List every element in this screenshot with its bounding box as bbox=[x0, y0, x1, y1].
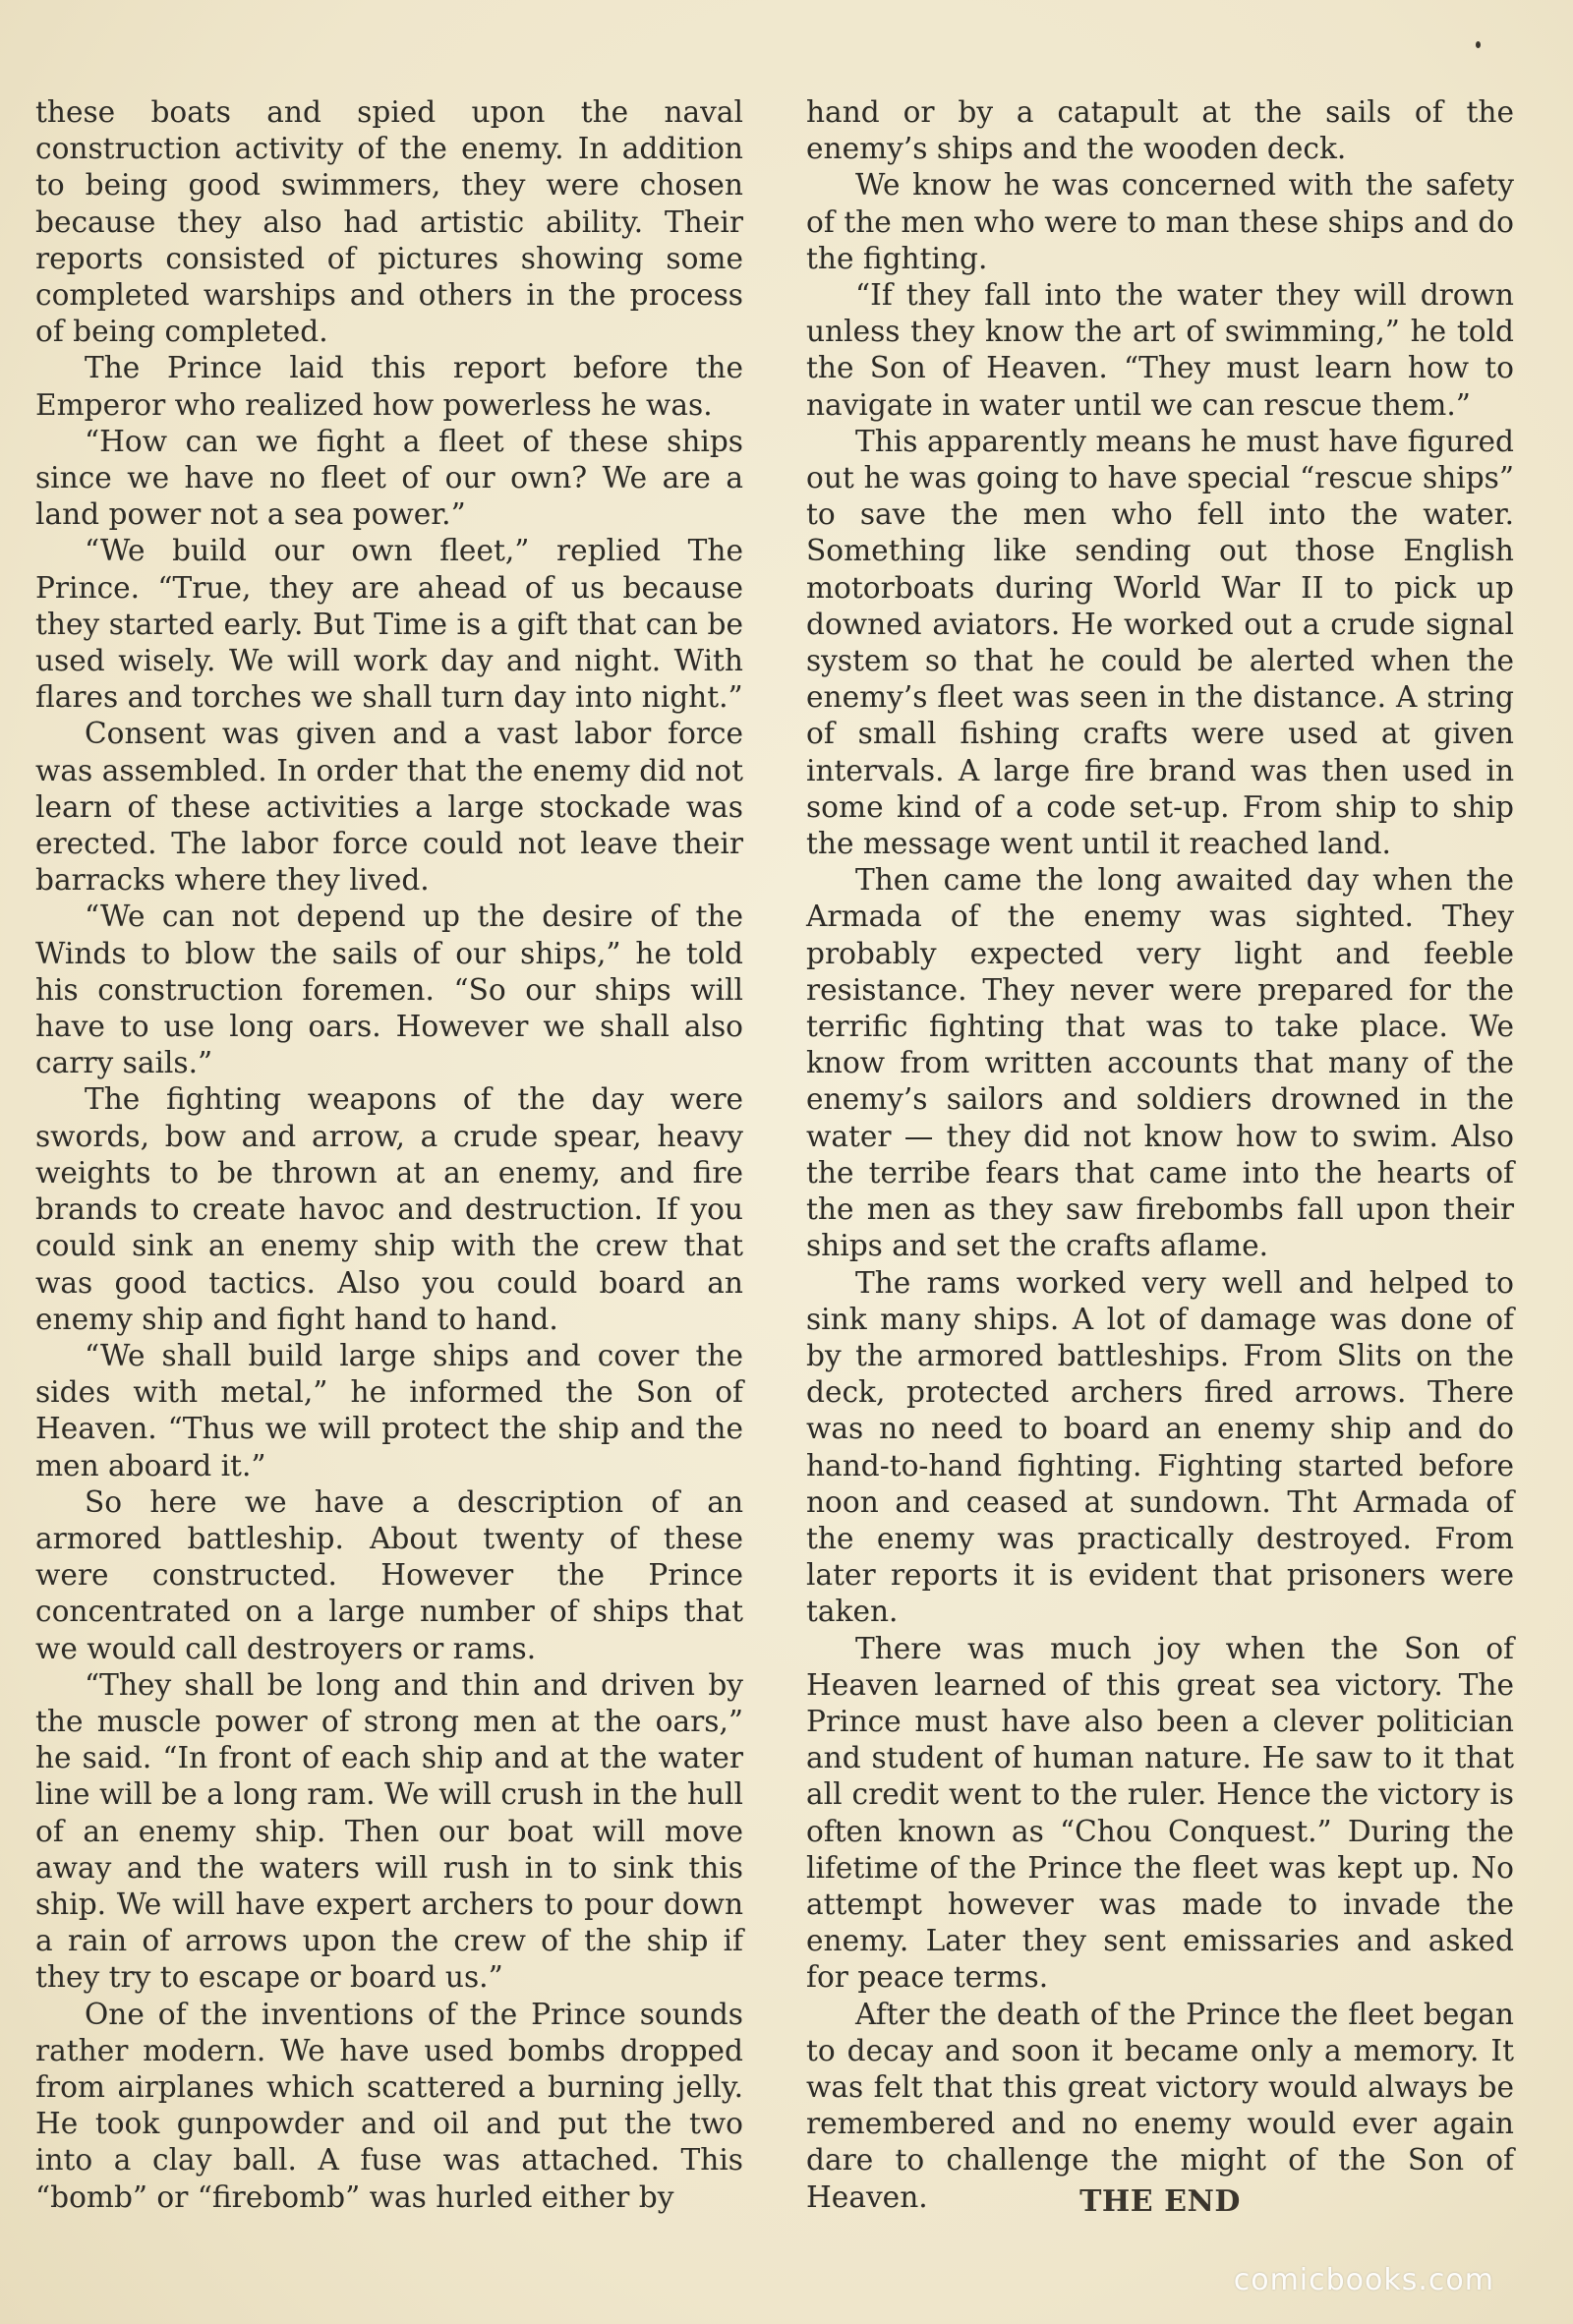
site-watermark: comicbooks.com bbox=[1233, 2263, 1494, 2297]
paragraph: One of the inventions of the Prince sounds rather modern. We have used bombs dropped from airplanes which scattered a burning jelly. He took gunpowder and oil and put the two into a clay ball. A fuse was attached. This “bomb” or “firebomb” was hurled either by bbox=[35, 1997, 743, 2214]
right-text-column bbox=[806, 94, 1514, 2216]
paragraph: “We can not depend up the desire of the Winds to blow the sails of our ships,” he told his construction foremen. “So our ships will have to use long oars. However we shall also carry sails.” bbox=[35, 900, 743, 1080]
paragraph: these boats and spied upon the naval construction activity of the enemy. In addition to being good swimmers, they were chosen because they also had artistic ability. Their reports consisted of pictures showing some completed warships and others in the process of being completed. bbox=[35, 95, 743, 349]
paragraph: There was much joy when the Son of Heaven learned of this great sea victory. The Prince must have also been a clever politician and student of human nature. He saw to it that all credit went to the ruler. Hence the victory is often known as “Chou Conquest.” During the lifetime of the Prince the fleet was kept up. No attempt however was made to invade the enemy. Later they sent emissaries and asked for peace terms. bbox=[806, 1631, 1514, 1995]
paragraph: Consent was given and a vast labor force was assembled. In order that the enemy did not learn of these activities a large stockade was erected. The labor force could not leave their barracks where they lived. bbox=[35, 717, 743, 898]
paragraph: Then came the long awaited day when the Armada of the enemy was sighted. They probably expected very light and feeble resistance. They never were prepared for the terrific fighting that was to take place. We know from written accounts that many of the enemy’s sailors and soldiers drowned in the water — they did not know how to swim. Also the terribe fears that came into the hearts of the men as they saw firebombs fall upon their ships and set the crafts aflame. bbox=[806, 863, 1514, 1263]
paragraph: “They shall be long and thin and driven by the muscle power of strong men at the oars,” he said. “In front of each ship and at the water line will be a long ram. We will crush in the hull of an enemy ship. Then our boat will move away and the waters will rush in to sink this ship. We will have expert archers to pour down a rain of arrows upon the crew of the ship if they try to escape or board us.” bbox=[35, 1667, 743, 1995]
paragraph: “We shall build large ships and cover the sides with metal,” he informed the Son of Heaven. “Thus we will protect the ship and the men aboard it.” bbox=[35, 1338, 743, 1482]
paragraph: hand or by a catapult at the sails of the enemy’s ships and the wooden deck. bbox=[806, 95, 1514, 166]
paragraph: “We build our own fleet,” replied The Prince. “True, they are ahead of us because they started early. But Time is a gift that can be used wisely. We will work day and night. With flares and torches we shall turn day into night.” bbox=[35, 534, 743, 715]
paragraph: We know he was concerned with the safety of the men who were to man these ships and do the fighting. bbox=[806, 168, 1514, 275]
paragraph: The rams worked very well and helped to sink many ships. A lot of damage was done of by the armored battleships. From Slits on the deck, protected archers fired arrows. There was no need to board an enemy ship and do hand-to-hand fighting. Fighting started before noon and ceased at sundown. Tht Armada of the enemy was practically destroyed. From later reports it is evident that prisoners were taken. bbox=[806, 1265, 1514, 1629]
paragraph: “If they fall into the water they will drown unless they know the art of swimming,” he told the Son of Heaven. “They must learn how to navigate in water until we can rescue them.” bbox=[806, 278, 1514, 422]
paragraph: “How can we fight a fleet of these ships since we have no fleet of our own? We are a land power not a sea power.” bbox=[35, 424, 743, 532]
paragraph: So here we have a description of an armored battleship. About twenty of these were constructed. However the Prince concentrated on a large number of ships that we would call destroyers or rams. bbox=[35, 1484, 743, 1665]
paragraph: The fighting weapons of the day were swords, bow and arrow, a crude spear, heavy weights to be thrown at an enemy, and fire brands to create havoc and destruction. If you could sink an enemy ship with the crew that was good tactics. Also you could board an enemy ship and fight hand to hand. bbox=[35, 1082, 743, 1336]
end-title: THE END bbox=[1079, 2184, 1241, 2219]
paragraph: This apparently means he must have figured out he was going to have special “rescue ships” to save the men who fell into the water. Something like sending out those English motorboats during World War II to pick up downed aviators. He worked out a crude signal system so that he could be alerted when the enemy’s fleet was seen in the distance. A string of small fishing crafts were used at given intervals. A large fire brand was then used in some kind of a code set-up. From ship to ship the message went until it reached land. bbox=[806, 424, 1514, 861]
paragraph: The Prince laid this report before the Emperor who realized how powerless he was. bbox=[35, 351, 743, 422]
left-text-column bbox=[35, 94, 743, 2216]
ink-speck bbox=[1476, 41, 1481, 48]
paragraph: After the death of the Prince the fleet began to decay and soon it became only a memory. It was felt that this great victory would always be remembered and no enemy would ever again dare to challenge the might of the Son of Heaven. bbox=[806, 1997, 1514, 2214]
